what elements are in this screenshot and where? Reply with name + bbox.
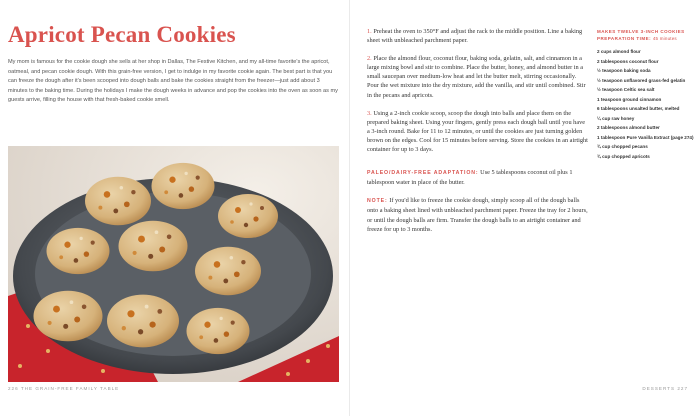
right-page bbox=[350, 0, 700, 416]
ingredient-item: ¾ cup chopped apricots bbox=[597, 153, 650, 159]
recipe-yield: MAKES TWELVE 3-INCH COOKIES bbox=[597, 29, 685, 34]
prep-time-label: PREPARATION TIME: bbox=[597, 35, 652, 41]
ingredient-item: 2 cups almond flour bbox=[597, 49, 641, 54]
note-text: If you'd like to freeze the cookie dough, simply scoop all of the dough balls onto a baking sheet lined with unbleached parchment paper. Freeze the tray for 2 hours, or until the dough balls are firm. Transfer the dough balls to an airtight container and freeze for up to 3 months. bbox=[367, 197, 588, 233]
method-steps bbox=[367, 27, 589, 243]
page-footer-left: 226 THE GRAIN-FREE FAMILY TABLE bbox=[8, 386, 120, 391]
paleo-text: Use 5 tablespoons coconut oil plus 1 tablespoon water in place of the butter. bbox=[367, 169, 573, 187]
paleo-adaptation bbox=[367, 168, 589, 187]
step-3 bbox=[367, 109, 589, 154]
ingredient-item: 1 teaspoon ground cinnamon bbox=[597, 96, 662, 102]
prep-time-value: 45 minutes bbox=[652, 35, 677, 41]
ingredient-item: ¾ cup chopped pecans bbox=[597, 144, 648, 149]
recipe-intro: My mom is famous for the cookie dough she sells at her shop in Dallas, The Festive Kitchen, and my all-time favorite's the apricot, oatmeal, and pecan cookie dough. With this grain-free version, I get to indulge in my favorite cookie again. The best part is that you can freeze the dough after it's been scooped into dough balls and bake the cookies straight from the freezer—just add about 3 minutes to the baking time. During the holidays I make the dough weeks in advance and pop the cookies into the oven as soon as my guests arrive, filling the house with that fresh-baked cookie smell. bbox=[8, 59, 338, 104]
step-number: 2. bbox=[367, 55, 372, 63]
note-label: NOTE: bbox=[367, 198, 388, 205]
page-footer-right: DESSERTS 227 bbox=[642, 386, 688, 391]
ingredients-sidebar bbox=[597, 29, 697, 163]
step-text: Preheat the oven to 350°F and adjust the rack to the middle position. Line a baking sheet with unbleached parchment paper. bbox=[367, 28, 583, 45]
ingredient-item: ¼ cup raw honey bbox=[597, 115, 635, 121]
step-text: Place the almond flour, coconut flour, baking soda, gelatin, salt, and cinnamon in a large mixing bowl and stir to combine. Place the butter, honey, and almond butter in a small saucepan over medium-low heat and let the butter melt, stirring occasionally. Pour the wet mixture into the dry mixture, add the vanilla, and stir until combined. Stir in the pecans and apricots. bbox=[367, 55, 586, 99]
step-number: 3. bbox=[367, 109, 372, 117]
recipe-title: Apricot Pecan Cookies bbox=[8, 22, 236, 47]
ingredient-item: 1 tablespoon Pure Vanilla Extract (page 274) bbox=[597, 134, 694, 140]
ingredient-item: 6 tablespoons unsalted butter, melted bbox=[597, 106, 680, 111]
paleo-label: PALEO/DAIRY-FREE ADAPTATION: bbox=[367, 170, 479, 177]
ingredient-item: 2 tablespoons almond butter bbox=[597, 125, 660, 130]
step-1 bbox=[367, 27, 589, 45]
prep-time bbox=[597, 36, 697, 43]
recipe-note bbox=[367, 196, 589, 233]
cookie-photo-illustration bbox=[8, 146, 339, 382]
ingredient-item: ½ teaspoon baking soda bbox=[597, 68, 651, 73]
ingredient-item: 2 tablespoons coconut flour bbox=[597, 58, 659, 64]
cookie-photo bbox=[8, 146, 339, 382]
ingredient-item: ½ teaspoon unflavored grass-fed gelatin bbox=[597, 77, 686, 83]
ingredient-item: ½ teaspoon Celtic sea salt bbox=[597, 87, 655, 92]
step-text: Using a 2-inch cookie scoop, scoop the dough into balls and place them on the prepared baking sheet. Using your fingers, gently press each dough ball until you have a 3-inch round. Bake for 11 to 12 minutes, or until the cookies are just turning golden brown on the edges. Cool for 15 minutes before serving. Store the cookies in an airtight container for up to 3 days. bbox=[367, 109, 588, 154]
step-number: 1. bbox=[367, 28, 372, 35]
step-2 bbox=[367, 54, 589, 99]
